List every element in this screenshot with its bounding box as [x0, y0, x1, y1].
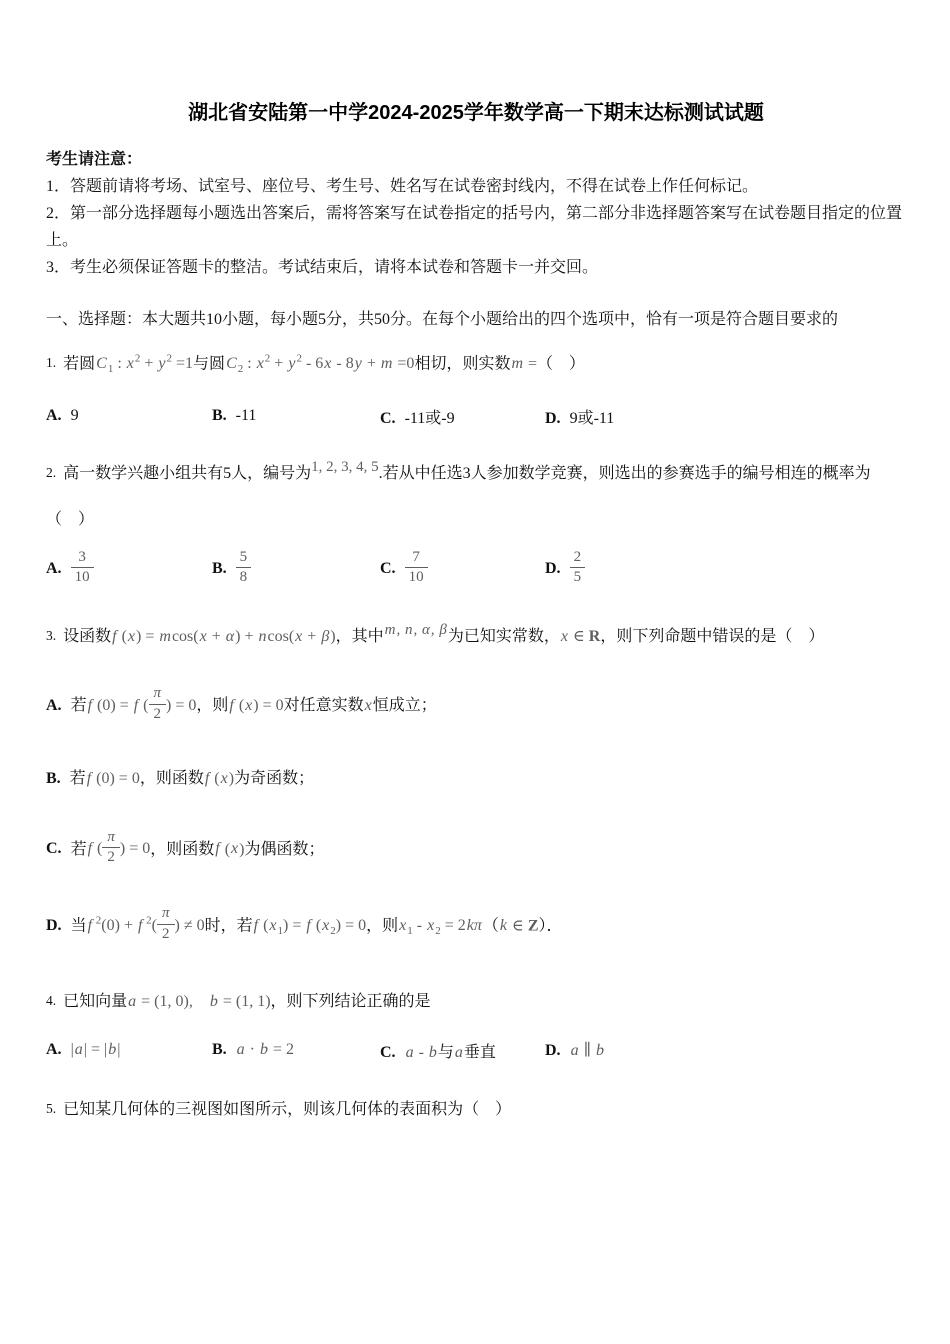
question-4-number: 4. [46, 992, 57, 1008]
option-label: D. [46, 917, 62, 935]
question-5-number: 5. [46, 1100, 57, 1116]
notice-item-3: 3．考生必须保证答题卡的整洁。考试结束后，请将本试卷和答题卡一并交回。 [46, 259, 599, 276]
option-value: 若f (0) = f ( $\frac{\pi}{2}$ ) = 0，则f (x) = 0对任意实数x恒成立； [70, 685, 437, 722]
option-value: -11 [235, 407, 257, 425]
question-5 [46, 1096, 906, 1123]
option-label: A. [46, 696, 62, 714]
question-4-option-c [380, 1039, 545, 1062]
option-label: A. [46, 560, 62, 578]
option-value: 若f (0) = 0，则函数f (x)为奇函数； [69, 769, 315, 787]
question-4-options [46, 1039, 906, 1062]
question-2 [46, 451, 906, 589]
question-4-text: 已知向量a = (1, 0), b = (1, 1)，则下列结论正确的是 [63, 992, 431, 1010]
question-2-stem [46, 451, 906, 542]
option-value: 9或-11 [569, 409, 615, 427]
option-value: $\frac{5}{8}$ [236, 560, 252, 577]
question-3-number: 3. [46, 628, 57, 644]
option-label: D. [545, 409, 561, 427]
question-2-text: 高一数学兴趣小组共有5人，编号为1, 2, 3, 4, 5.若从中任选3人参加数学竞赛，则选出的参赛选手的编号相连的概率为（ ） [46, 458, 871, 528]
option-label: C. [380, 409, 396, 427]
question-3-option-a [46, 685, 906, 725]
question-4-option-d [545, 1040, 906, 1060]
question-1-number: 1. [46, 355, 57, 371]
question-3-option-d [46, 905, 906, 946]
question-2-option-b [212, 548, 380, 589]
option-label: B. [46, 769, 61, 787]
option-value: |a| = |b| [70, 1041, 121, 1059]
option-value: $\frac{3}{10}$ [71, 560, 94, 577]
option-value: $\frac{7}{10}$ [405, 560, 428, 577]
question-4 [46, 988, 906, 1062]
question-2-option-c [380, 548, 545, 589]
page-title: 湖北省安陆第一中学2024-2025学年数学高一下期末达标测试试题 [188, 102, 764, 124]
question-1-option-d [545, 405, 906, 428]
option-label: A. [46, 1041, 62, 1059]
question-3-option-c [46, 828, 906, 869]
notice-heading: 考生请注意： [46, 151, 143, 168]
option-value: 9 [70, 407, 79, 425]
question-1-option-c [380, 405, 545, 428]
option-label: C. [380, 1043, 396, 1061]
option-label: B. [212, 560, 227, 578]
question-3-options [46, 685, 906, 946]
section-one-heading: 一、选择题：本大题共10小题，每小题5分，共50分。在每个小题给出的四个选项中，恰有一项是符合题目要求的 [46, 311, 839, 328]
option-value: 若f ( $\frac{\pi}{2}$ ) = 0，则函数f (x)为偶函数； [70, 828, 325, 866]
question-4-option-a [46, 1041, 212, 1059]
question-5-stem [46, 1096, 906, 1123]
question-3-text: 设函数f (x) = mcos(x + α) + ncos(x + β)，其中m, n, α, β为已知实常数，x ∈ R，则下列命题中错误的是（ ） [63, 622, 825, 646]
question-3-stem [46, 612, 906, 662]
question-2-options [46, 548, 906, 589]
question-1 [46, 346, 906, 428]
notice-item-2: 2．第一部分选择题每小题选出答案后，需将答案写在试卷指定的括号内，第二部分非选择题答案写在试卷题目指定的位置上。 [46, 205, 903, 249]
question-1-stem [46, 346, 906, 384]
question-2-option-a [46, 548, 212, 589]
option-label: C. [46, 840, 62, 858]
option-label: D. [545, 1042, 561, 1060]
option-label: C. [380, 560, 396, 578]
question-3-option-b [46, 765, 906, 792]
question-1-options [46, 405, 906, 428]
option-value: -11或-9 [404, 409, 455, 427]
option-value: a ∥ b [570, 1042, 604, 1060]
option-value: $\frac{2}{5}$ [570, 560, 586, 577]
question-1-text: 若圆$C_1$ : $x^2 + y^2 =1$与圆$C_2$ : $x^2 + y^2 - 6x - 8y + m =0$相切，则实数m =（ ） [63, 353, 586, 376]
option-label: D. [545, 560, 561, 578]
option-label: B. [212, 407, 227, 425]
question-2-number: 2. [46, 464, 57, 480]
option-value: 当f $^2$(0) + f $^2$( $\frac{\pi}{2}$ ) ≠ 0时，若f $(x_1) = f$ $(x_2) = 0$，则$x_1 - x_2 = 2k\pi(k$ ∈ Z）． [70, 905, 563, 943]
question-1-option-a [46, 407, 212, 425]
question-3 [46, 612, 906, 946]
question-5-text: 已知某几何体的三视图如图所示，则该几何体的表面积为（ ） [63, 1100, 512, 1118]
notice-item-1: 1．答题前请将考场、试室号、座位号、考生号、姓名写在试卷密封线内，不得在试卷上作任何标记。 [46, 178, 759, 195]
option-value: a - b与a垂直 [405, 1043, 496, 1061]
option-label: B. [212, 1041, 227, 1059]
question-1-option-b [212, 407, 380, 425]
question-2-option-d [545, 548, 906, 589]
option-label: A. [46, 407, 62, 425]
question-4-option-b [212, 1041, 380, 1059]
candidate-notice [46, 146, 906, 281]
question-4-stem [46, 988, 906, 1015]
option-value: a · b = 2 [236, 1041, 295, 1059]
